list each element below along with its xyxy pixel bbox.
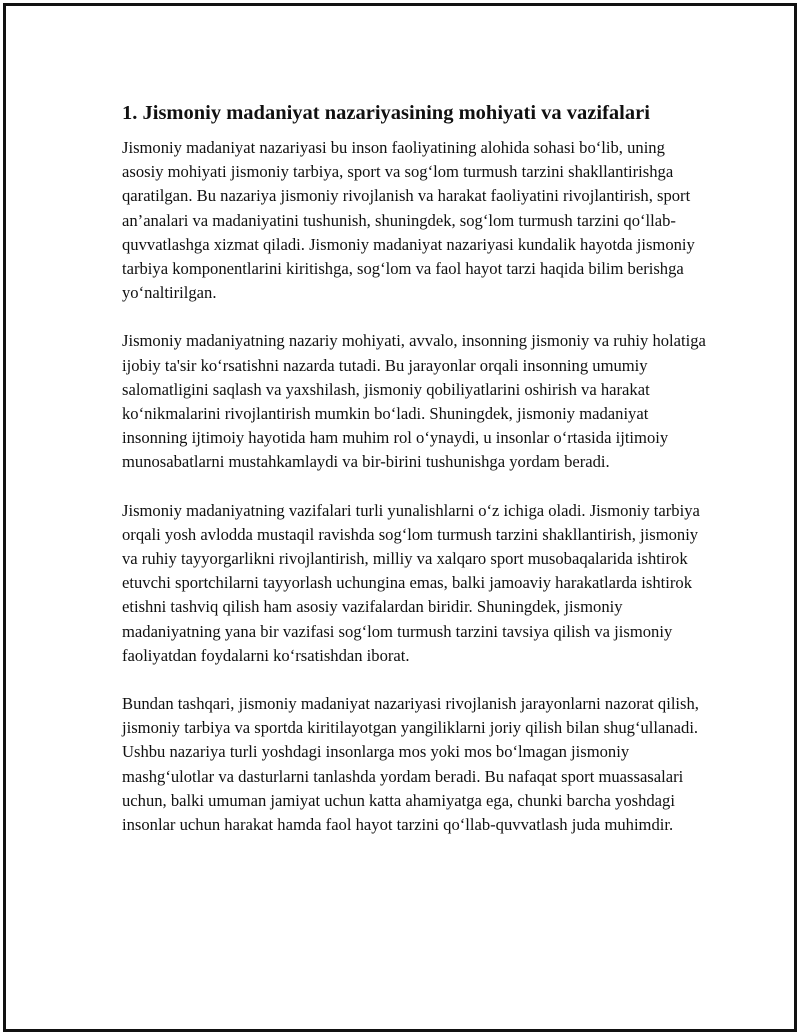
paragraph-2: Jismoniy madaniyatning nazariy mohiyati, avvalo, insonning jismoniy va ruhiy holatiga ijobiy ta'sir ko‘rsatishni nazarda tutadi. Bu jarayonlar orqali insonning umumiy salomatligini saqlash va yaxshilash, jismoniy qobiliyatlarini oshirish va harakat ko‘nikmalarini rivojlantirish mumkin bo‘ladi. Shuningdek, jismoniy madaniyat insonning ijtimoiy hayotida ham muhim rol o‘ynaydi, u insonlar o‘rtasida ijtimoiy munosabatlarni mustahkamlaydi va bir-birini tushunishga yordam beradi. — [122, 331, 706, 472]
paragraph-3: Jismoniy madaniyatning vazifalari turli yunalishlarni o‘z ichiga oladi. Jismoniy tarbiya orqali yosh avlodda mustaqil ravishda sog‘lom turmush tarzini shakllantirish, jismoniy va ruhiy tayyorgarlikni rivojlantirish, milliy va xalqaro sport musobaqalarida ishtirok etuvchi sportchilarni tayyorlash uchungina emas, balki jamoaviy harakatlarda ishtirok etishni tashviq qilish ham asosiy vazifalardan biridir. Shuningdek, jismoniy madaniyatning yana bir vazifasi sog‘lom turmush tarzini tavsiya qilish va jismoniy faoliyatdan foydalarni ko‘rsatishdan iborat. — [122, 500, 700, 665]
document-body — [122, 100, 707, 861]
paragraph-1: Jismoniy madaniyat nazariyasi bu inson faoliyatining alohida sohasi bo‘lib, uning asosiy mohiyati jismoniy tarbiya, sport va sog‘lom turmush tarzini shakllantirishga qaratilgan. Bu nazariya jismoniy rivojlanish va harakat faoliyatini rivojlantirish, sport an’analari va madaniyatini tushunish, shuningdek, sog‘lom turmush tarzini qo‘llab-quvvatlashga xizmat qiladi. Jismoniy madaniyat nazariyasi kundalik hayotda jismoniy tarbiya komponentlarini kiritishga, sog‘lom va faol hayot tarzi haqida bilim berishga yo‘naltirilgan. — [122, 138, 695, 303]
page-frame — [3, 3, 797, 1032]
paragraph-4: Bundan tashqari, jismoniy madaniyat nazariyasi rivojlanish jarayonlarni nazorat qilish, jismoniy tarbiya va sportda kiritilayotgan yangiliklarni joriy qilish bilan shug‘ullanadi. Ushbu nazariya turli yoshdagi insonlarga mos yoki mos bo‘lmagan jismoniy mashg‘ulotlar va dasturlarni tanlashda yordam beradi. Bu nafaqat sport muassasalari uchun, balki umuman jamiyat uchun katta ahamiyatga ega, chunki barcha yoshdagi insonlar uchun harakat hamda faol hayot tarzini qo‘llab-quvvatlash juda muhimdir. — [122, 694, 699, 835]
section-heading: 1. Jismoniy madaniyat nazariyasining mohiyati va vazifalari — [122, 102, 650, 124]
